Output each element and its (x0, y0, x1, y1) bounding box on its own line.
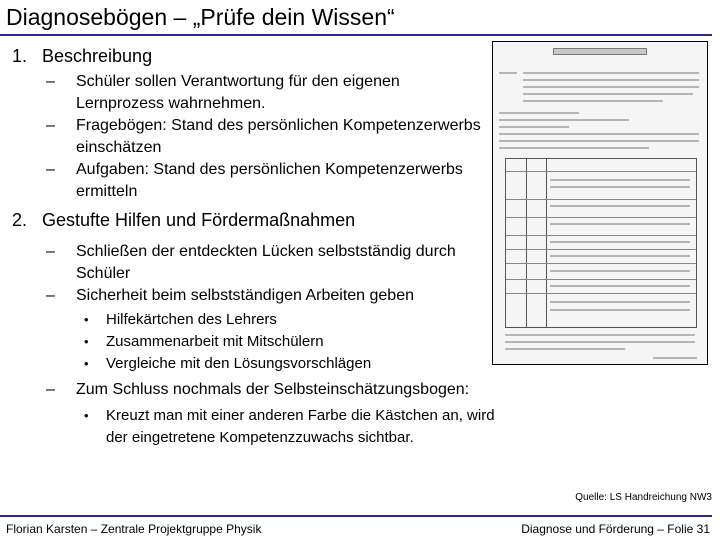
table-divider (506, 263, 696, 264)
subbullet-text: Kreuzt man mit einer anderen Farbe die Kästchen an, wird der eingetretene Kompetenzzuwachs sichtbar. (106, 407, 495, 446)
section-2 (12, 209, 482, 231)
bullet-item (46, 241, 482, 285)
source-credit: Quelle: LS Handreichung NW3 (575, 492, 712, 503)
bullet-item (46, 115, 482, 159)
bullet-marker: • (84, 334, 89, 349)
table-divider (506, 235, 696, 236)
thumb-line (499, 133, 699, 135)
footer-slide-info: Diagnose und Förderung – Folie 31 (521, 522, 710, 536)
worksheet-table (505, 158, 697, 328)
thumb-line (550, 241, 690, 243)
thumb-line (550, 285, 690, 287)
thumb-line (550, 186, 690, 188)
table-divider (506, 279, 696, 280)
section-label: Gestufte Hilfen und Fördermaßnahmen (42, 210, 356, 230)
slide-content (12, 45, 495, 449)
bullet-marker: • (84, 356, 89, 371)
thumb-line (505, 334, 695, 336)
section-number: 1. (12, 46, 28, 66)
bullet-marker: • (84, 408, 89, 423)
footer-divider (0, 515, 712, 517)
subbullet-item (84, 309, 482, 331)
thumb-line (499, 119, 629, 121)
table-divider (506, 171, 696, 172)
subbullet-item (84, 405, 504, 449)
bullet-text: Schließen der entdeckten Lücken selbstständig durch Schüler (76, 243, 456, 282)
dash-marker: – (46, 161, 55, 178)
table-divider (506, 217, 696, 218)
thumb-line (505, 341, 695, 343)
bullet-text: Fragebögen: Stand des persönlichen Kompetenzerwerbs einschätzen (76, 117, 481, 156)
subbullet-text: Vergleiche mit den Lösungsvorschlägen (106, 355, 372, 372)
bullet-item (46, 285, 482, 307)
section-1 (12, 45, 482, 67)
thumb-line (499, 147, 649, 149)
subbullet-text: Hilfekärtchen des Lehrers (106, 311, 277, 328)
bullet-text: Aufgaben: Stand des persönlichen Kompetenzerwerbs ermitteln (76, 161, 463, 200)
thumb-line (550, 309, 690, 311)
thumb-line (550, 223, 690, 225)
thumb-line (523, 93, 693, 95)
thumb-line (499, 112, 579, 114)
table-divider (526, 159, 527, 327)
thumb-line (523, 100, 663, 102)
thumb-line (550, 255, 690, 257)
thumb-line (499, 126, 569, 128)
thumb-line (550, 179, 690, 181)
bullet-item (46, 159, 482, 203)
thumb-line (550, 205, 690, 207)
worksheet-thumbnail (492, 41, 708, 365)
bullet-item (46, 71, 482, 115)
title-divider (0, 34, 712, 36)
table-divider (546, 159, 547, 327)
subbullet-item (84, 353, 482, 375)
footer-author: Florian Karsten – Zentrale Projektgruppe Physik (6, 522, 262, 536)
thumb-line (653, 357, 697, 359)
thumb-line (523, 72, 699, 74)
table-divider (506, 293, 696, 294)
bullet-marker: • (84, 312, 89, 327)
thumb-line (499, 140, 699, 142)
table-divider (506, 249, 696, 250)
bullet-text: Sicherheit beim selbstständigen Arbeiten geben (76, 287, 414, 304)
thumb-line (550, 270, 690, 272)
thumb-line (550, 301, 690, 303)
thumb-line (499, 72, 517, 74)
worksheet-header-bar (553, 48, 647, 55)
subbullet-item (84, 331, 482, 353)
bullet-item (46, 379, 482, 401)
bullet-text: Zum Schluss nochmals der Selbsteinschätzungsbogen: (76, 381, 470, 398)
thumb-line (523, 79, 699, 81)
section-number: 2. (12, 210, 28, 230)
dash-marker: – (46, 381, 55, 398)
section-label: Beschreibung (42, 46, 153, 66)
thumb-line (505, 348, 625, 350)
bullet-text: Schüler sollen Verantwortung für den eigenen Lernprozess wahrnehmen. (76, 73, 400, 112)
subbullet-text: Zusammenarbeit mit Mitschülern (106, 333, 324, 350)
dash-marker: – (46, 287, 55, 304)
dash-marker: – (46, 243, 55, 260)
dash-marker: – (46, 117, 55, 134)
thumb-line (523, 86, 699, 88)
slide-title: Diagnosebögen – „Prüfe dein Wissen“ (6, 4, 395, 30)
table-divider (506, 199, 696, 200)
dash-marker: – (46, 73, 55, 90)
